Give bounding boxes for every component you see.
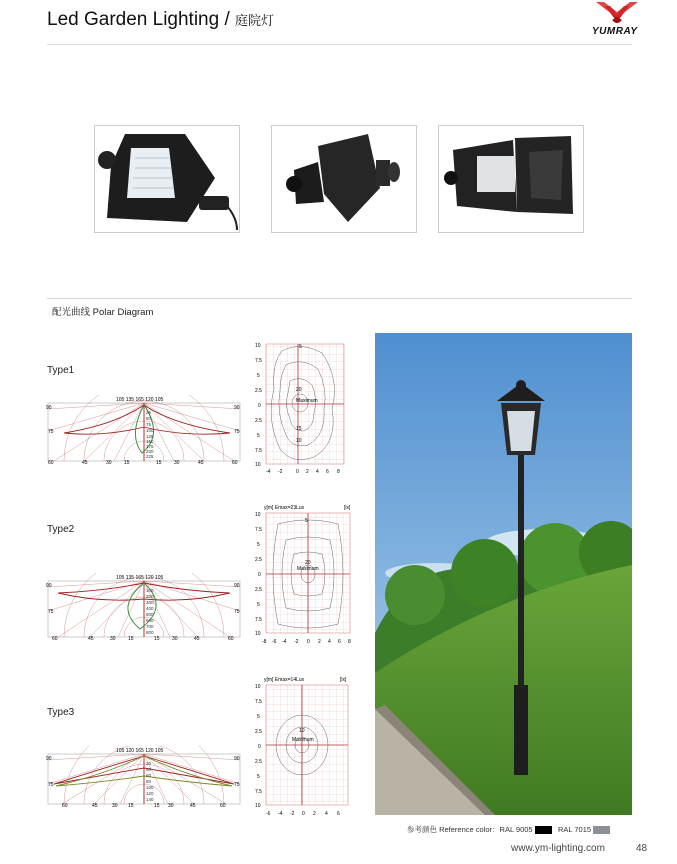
polar-scale-label: 20 bbox=[146, 761, 152, 766]
page-number: 48 bbox=[636, 843, 648, 854]
polar-bottom-angle: 60 bbox=[228, 636, 234, 641]
isolux-x-tick: 8 bbox=[348, 639, 351, 645]
isolux-x-tick: 2 bbox=[318, 639, 321, 645]
polar-side-label: 75 bbox=[234, 609, 240, 615]
polar-scale-label: 40 bbox=[146, 767, 152, 772]
polar-bottom-angle: 15 bbox=[128, 803, 134, 808]
polar-scale-label: 175 bbox=[146, 444, 154, 449]
isolux-y-tick: 2.5 bbox=[255, 759, 262, 765]
polar-scale-label: 700 bbox=[146, 624, 154, 629]
isolux-y-tick: 7.5 bbox=[255, 358, 262, 364]
section-divider bbox=[47, 298, 632, 299]
isolux-level: 10 bbox=[296, 438, 302, 444]
polar-side-label: 75 bbox=[234, 429, 240, 435]
type1-label: Type1 bbox=[47, 365, 75, 376]
polar-scale-label: 500 bbox=[146, 612, 154, 617]
color-swatch-ral7015 bbox=[593, 826, 610, 834]
type3-label: Type3 bbox=[47, 707, 75, 718]
isolux-level: 15 bbox=[296, 426, 302, 432]
polar-bottom-angle: 30 bbox=[174, 460, 180, 465]
isolux-y-tick: 7.5 bbox=[255, 617, 262, 623]
isolux-max-label: Maximum bbox=[296, 398, 318, 404]
polar-side-label: 90 bbox=[234, 583, 240, 589]
header-divider bbox=[47, 44, 632, 45]
isolux-y-tick: 5 bbox=[257, 602, 260, 608]
polar-bottom-angle: 15 bbox=[154, 803, 160, 808]
isolux-x-tick: 6 bbox=[337, 811, 340, 817]
product-photo-side bbox=[271, 125, 417, 233]
isolux-y-tick: 2.5 bbox=[255, 557, 262, 563]
isolux-diagram-type1 bbox=[252, 339, 348, 479]
isolux-level: 20 bbox=[305, 560, 311, 566]
polar-top-angles: 105 120 165 120 105 bbox=[116, 748, 164, 754]
polar-scale-label: 225 bbox=[146, 454, 154, 459]
polar-bottom-angle: 15 bbox=[156, 460, 162, 465]
polar-side-label: 75 bbox=[48, 609, 54, 615]
isolux-x-tick: -2 bbox=[294, 639, 299, 645]
isolux-y-tick: 0 bbox=[258, 403, 261, 409]
reference-color bbox=[407, 824, 610, 835]
isolux-y-tick: 0 bbox=[258, 572, 261, 578]
isolux-x-tick: 0 bbox=[307, 639, 310, 645]
isolux-x-tick: 0 bbox=[296, 469, 299, 475]
polar-scale-label: 100 bbox=[146, 785, 154, 790]
product-photo-open bbox=[438, 125, 584, 233]
polar-bottom-angle: 60 bbox=[220, 803, 226, 808]
polar-side-label: 90 bbox=[234, 405, 240, 411]
isolux-level: 5 bbox=[305, 518, 308, 524]
isolux-x-tick: 2 bbox=[313, 811, 316, 817]
polar-bottom-angle: 30 bbox=[168, 803, 174, 808]
polar-scale-label: 400 bbox=[146, 606, 154, 611]
isolux-x-tick: -6 bbox=[272, 639, 277, 645]
title-cn: 庭院灯 bbox=[235, 13, 275, 28]
polar-scale-label: 125 bbox=[146, 434, 154, 439]
isolux-diagram-type2 bbox=[252, 502, 356, 648]
isolux-y-tick: 2.5 bbox=[255, 388, 262, 394]
polar-scale-label: 800 bbox=[146, 630, 154, 635]
polar-side-label: 75 bbox=[234, 782, 240, 788]
page-title bbox=[47, 9, 274, 31]
polar-bottom-angle: 15 bbox=[128, 636, 134, 641]
polar-scale-label: 120 bbox=[146, 791, 154, 796]
reference-color-ral7015: RAL 7015 bbox=[557, 825, 592, 834]
isolux-y-tick: 2.5 bbox=[255, 418, 262, 424]
isolux-y-tick: 7.5 bbox=[255, 699, 262, 705]
isolux-diagram-type3 bbox=[252, 674, 352, 820]
isolux-y-tick: 10 bbox=[255, 512, 261, 518]
polar-bottom-angle: 60 bbox=[232, 460, 238, 465]
polar-top-angles: 105 135 165 120 105 bbox=[116, 397, 164, 403]
isolux-y-tick: 5 bbox=[257, 373, 260, 379]
polar-scale-label: 50 bbox=[146, 416, 152, 421]
isolux-header: y[m] Emax=14Lux bbox=[264, 677, 305, 683]
isolux-y-tick: 2.5 bbox=[255, 729, 262, 735]
polar-side-label: 75 bbox=[48, 429, 54, 435]
polar-side-label: 90 bbox=[46, 405, 52, 411]
polar-diagram-type3 bbox=[44, 746, 244, 808]
isolux-y-tick: 0 bbox=[258, 744, 261, 750]
isolux-y-tick: 5 bbox=[257, 774, 260, 780]
isolux-y-tick: 5 bbox=[257, 542, 260, 548]
isolux-x-tick: -8 bbox=[262, 639, 267, 645]
product-photo-front bbox=[94, 125, 240, 233]
polar-side-label: 75 bbox=[48, 782, 54, 788]
isolux-x-tick: -2 bbox=[290, 811, 295, 817]
section-title: 配光曲线 Polar Diagram bbox=[52, 307, 154, 318]
isolux-x-tick: -4 bbox=[282, 639, 287, 645]
polar-scale-label: 100 bbox=[146, 588, 154, 593]
color-swatch-ral9005 bbox=[535, 826, 552, 834]
polar-side-label: 90 bbox=[234, 756, 240, 762]
isolux-x-tick: 6 bbox=[338, 639, 341, 645]
isolux-x-tick: 4 bbox=[325, 811, 328, 817]
isolux-unit: [lx] bbox=[340, 677, 347, 683]
isolux-y-tick: 10 bbox=[255, 684, 261, 690]
isolux-y-tick: 10 bbox=[255, 803, 261, 809]
polar-diagram-type1 bbox=[44, 395, 244, 465]
polar-scale-label: 140 bbox=[146, 797, 154, 802]
isolux-max-label: Maximum bbox=[292, 737, 314, 743]
isolux-x-tick: 4 bbox=[328, 639, 331, 645]
polar-bottom-angle: 45 bbox=[82, 460, 88, 465]
isolux-y-tick: 7.5 bbox=[255, 448, 262, 454]
brand-name: YUMRAY bbox=[592, 26, 638, 37]
title-en: Led Garden Lighting bbox=[47, 9, 220, 30]
polar-bottom-angle: 45 bbox=[198, 460, 204, 465]
isolux-x-tick: -2 bbox=[278, 469, 283, 475]
polar-bottom-angle: 60 bbox=[48, 460, 54, 465]
polar-diagram-type2 bbox=[44, 573, 244, 641]
isolux-header: y[m] Emax=23Lux bbox=[264, 505, 305, 511]
polar-bottom-angle: 45 bbox=[88, 636, 94, 641]
polar-bottom-angle: 45 bbox=[194, 636, 200, 641]
polar-scale-label: 100 bbox=[146, 428, 154, 433]
isolux-level: 20 bbox=[296, 387, 302, 393]
isolux-y-tick: 7.5 bbox=[255, 527, 262, 533]
polar-scale-label: 300 bbox=[146, 600, 154, 605]
polar-scale-label: 200 bbox=[146, 449, 154, 454]
polar-scale-label: 600 bbox=[146, 618, 154, 623]
polar-bottom-angle: 30 bbox=[110, 636, 116, 641]
isolux-unit: [lx] bbox=[344, 505, 351, 511]
isolux-level: 10 bbox=[299, 728, 305, 734]
isolux-y-tick: 10 bbox=[255, 343, 261, 349]
polar-bottom-angle: 30 bbox=[112, 803, 118, 808]
title-separator: / bbox=[224, 9, 230, 30]
type2-label: Type2 bbox=[47, 524, 75, 535]
garden-lamp-scene-photo bbox=[375, 333, 632, 815]
isolux-y-tick: 10 bbox=[255, 631, 261, 637]
isolux-max-label: Maximum bbox=[297, 566, 319, 572]
polar-scale-label: 200 bbox=[146, 594, 154, 599]
isolux-y-tick: 2.5 bbox=[255, 587, 262, 593]
polar-scale-label: 150 bbox=[146, 439, 154, 444]
reference-color-label: 参考颜色 Reference color：RAL 9005 bbox=[407, 825, 533, 834]
polar-scale-label: 25 bbox=[146, 410, 152, 415]
isolux-x-tick: -4 bbox=[266, 469, 271, 475]
polar-bottom-angle: 30 bbox=[172, 636, 178, 641]
isolux-x-tick: 2 bbox=[306, 469, 309, 475]
isolux-y-tick: 5 bbox=[257, 714, 260, 720]
polar-scale-label: 75 bbox=[146, 422, 152, 427]
polar-side-label: 90 bbox=[46, 756, 52, 762]
polar-bottom-angle: 45 bbox=[190, 803, 196, 808]
isolux-x-tick: -4 bbox=[278, 811, 283, 817]
isolux-level: 5 bbox=[299, 344, 302, 350]
isolux-x-tick: 6 bbox=[326, 469, 329, 475]
isolux-x-tick: 8 bbox=[337, 469, 340, 475]
polar-bottom-angle: 15 bbox=[124, 460, 130, 465]
polar-bottom-angle: 30 bbox=[106, 460, 112, 465]
polar-scale-label: 60 bbox=[146, 773, 152, 778]
isolux-x-tick: 4 bbox=[316, 469, 319, 475]
website-link[interactable]: www.ym-lighting.com bbox=[511, 843, 605, 854]
isolux-x-tick: 0 bbox=[302, 811, 305, 817]
polar-bottom-angle: 15 bbox=[154, 636, 160, 641]
polar-bottom-angle: 45 bbox=[92, 803, 98, 808]
polar-bottom-angle: 60 bbox=[62, 803, 68, 808]
isolux-y-tick: 7.5 bbox=[255, 789, 262, 795]
polar-top-angles: 105 135 165 120 105 bbox=[116, 575, 164, 581]
polar-side-label: 90 bbox=[46, 583, 52, 589]
polar-bottom-angle: 60 bbox=[52, 636, 58, 641]
isolux-y-tick: 10 bbox=[255, 462, 261, 468]
isolux-x-tick: -6 bbox=[266, 811, 271, 817]
isolux-y-tick: 5 bbox=[257, 433, 260, 439]
polar-scale-label: 80 bbox=[146, 779, 152, 784]
